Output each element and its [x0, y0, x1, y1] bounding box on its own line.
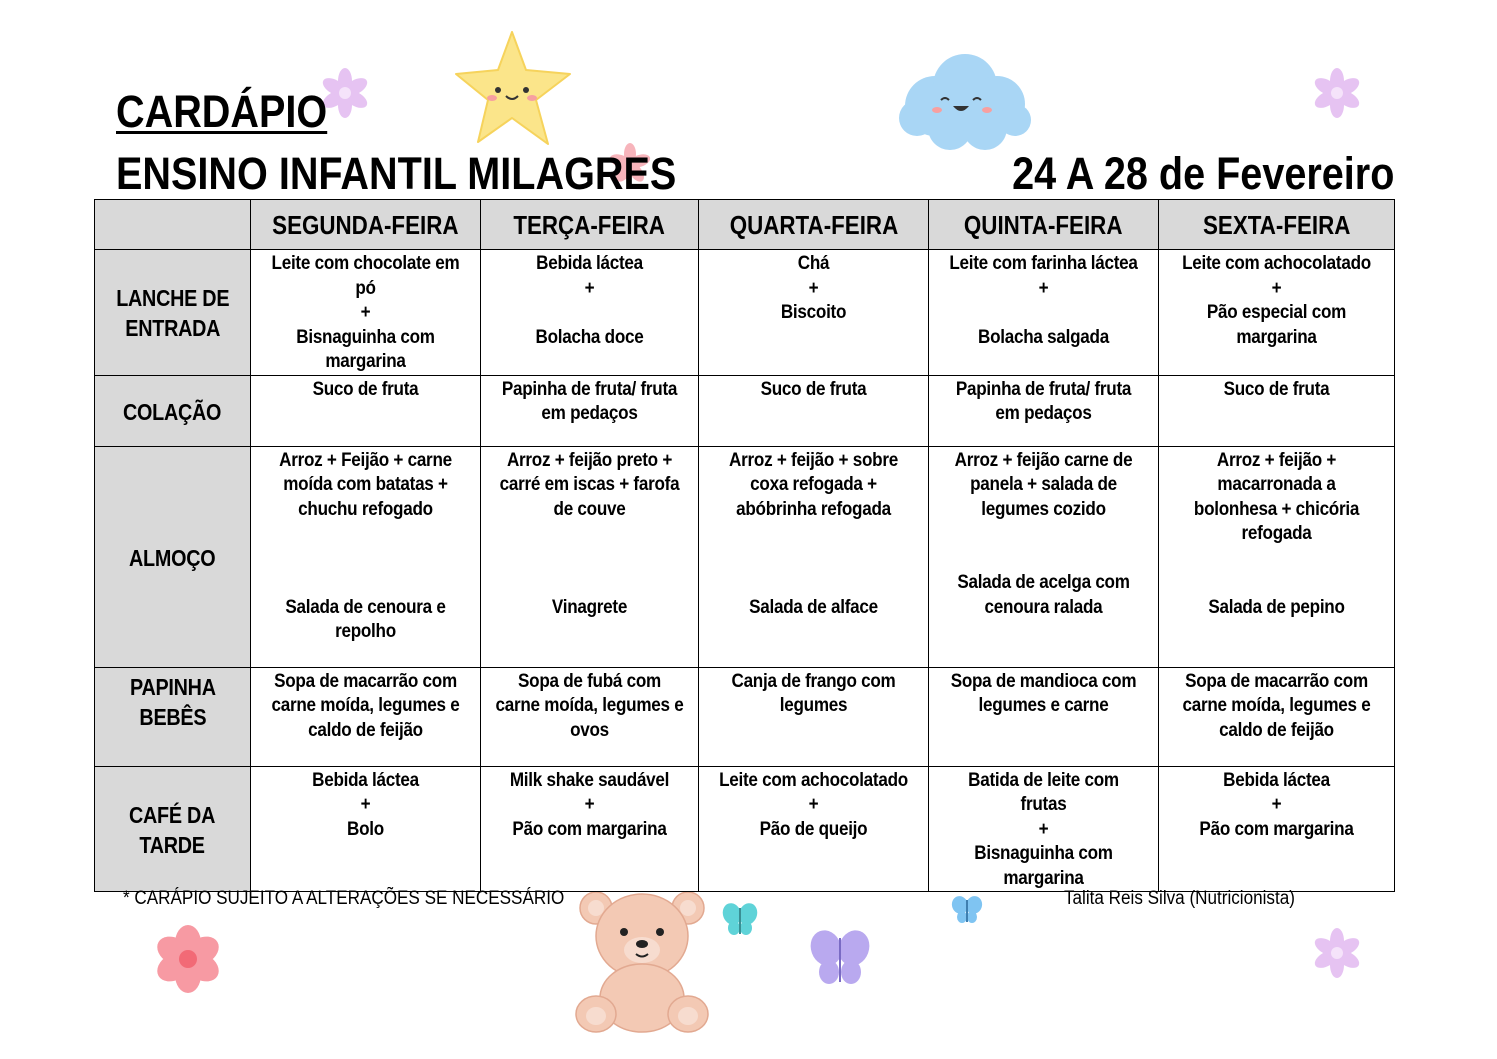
- menu-cell: Chá + Biscoito: [699, 250, 929, 376]
- day-header: QUINTA-FEIRA: [929, 200, 1159, 250]
- meal-label: LANCHE DE ENTRADA: [95, 250, 251, 376]
- menu-cell: Bebida láctea + Bolo: [251, 766, 481, 892]
- menu-cell: Papinha de fruta/ fruta em pedaços: [481, 375, 699, 446]
- day-header: TERÇA-FEIRA: [481, 200, 699, 250]
- meal-label: ALMOÇO: [95, 446, 251, 667]
- cloud-icon: [895, 48, 1035, 152]
- menu-cell: Arroz + feijão + sobre coxa refogada + abóbrinha refogada Salada de alface: [699, 446, 929, 667]
- butterfly-icon: [950, 894, 984, 926]
- menu-cell: Suco de fruta: [251, 375, 481, 446]
- teddy-bear-icon: [574, 886, 710, 1036]
- flower-icon: [144, 924, 232, 994]
- table-row: [95, 250, 1395, 376]
- table-row: [95, 766, 1395, 892]
- flower-icon: [1310, 66, 1364, 120]
- menu-cell: Arroz + Feijão + carne moída com batatas + chuchu refogado Salada de cenoura e repolho: [251, 446, 481, 667]
- date-range: 24 A 28 de Fevereiro: [1011, 148, 1394, 199]
- day-header: SEXTA-FEIRA: [1159, 200, 1395, 250]
- menu-cell: Bebida láctea + Bolacha doce: [481, 250, 699, 376]
- meal-label: PAPINHA BEBÊS: [95, 667, 251, 766]
- butterfly-icon: [720, 900, 760, 940]
- table-header-row: [95, 200, 1395, 250]
- table-row: [95, 375, 1395, 446]
- meal-label: COLAÇÃO: [95, 375, 251, 446]
- author-credit: Talita Reis Silva (Nutricionista): [1064, 888, 1295, 909]
- page-title: CARDÁPIO: [116, 86, 328, 137]
- menu-cell: Leite com farinha láctea + Bolacha salgada: [929, 250, 1159, 376]
- table-row: [95, 667, 1395, 766]
- star-icon: [452, 26, 578, 152]
- meal-label: CAFÉ DA TARDE: [95, 766, 251, 892]
- menu-cell: Leite com achocolatado + Pão especial com margarina: [1159, 250, 1395, 376]
- menu-cell: Leite com achocolatado + Pão de queijo: [699, 766, 929, 892]
- menu-cell: Suco de fruta: [699, 375, 929, 446]
- menu-cell: Batida de leite com frutas + Bisnaguinha com margarina: [929, 766, 1159, 892]
- day-header: SEGUNDA-FEIRA: [251, 200, 481, 250]
- menu-cell: Arroz + feijão + macarronada a bolonhesa + chicória refogada Salada de pepino: [1159, 446, 1395, 667]
- menu-cell: Bebida láctea + Pão com margarina: [1159, 766, 1395, 892]
- menu-cell: Sopa de macarrão com carne moída, legumes e caldo de feijão: [251, 667, 481, 766]
- menu-cell: Arroz + feijão preto + carré em iscas + farofa de couve Vinagrete: [481, 446, 699, 667]
- menu-cell: Suco de fruta: [1159, 375, 1395, 446]
- day-header: QUARTA-FEIRA: [699, 200, 929, 250]
- menu-cell: Canja de frango com legumes: [699, 667, 929, 766]
- disclaimer-note: * CARÁPIO SUJEITO A ALTERAÇÕES SE NECESSÁRIO: [123, 888, 565, 909]
- corner-cell: [95, 200, 251, 250]
- butterfly-icon: [806, 926, 874, 990]
- table-row: [95, 446, 1395, 667]
- flower-icon: [1308, 926, 1366, 980]
- menu-cell: Sopa de macarrão com carne moída, legumes e caldo de feijão: [1159, 667, 1395, 766]
- menu-cell: Papinha de fruta/ fruta em pedaços: [929, 375, 1159, 446]
- menu-cell: Sopa de mandioca com legumes e carne: [929, 667, 1159, 766]
- menu-cell: Arroz + feijão carne de panela + salada de legumes cozido Salada de acelga com cenoura ralada: [929, 446, 1159, 667]
- school-name: ENSINO INFANTIL MILAGRES: [116, 148, 677, 199]
- menu-table: [94, 199, 1395, 892]
- menu-cell: Sopa de fubá com carne moída, legumes e ovos: [481, 667, 699, 766]
- menu-cell: Leite com chocolate em pó + Bisnaguinha com margarina: [251, 250, 481, 376]
- menu-cell: Milk shake saudável + Pão com margarina: [481, 766, 699, 892]
